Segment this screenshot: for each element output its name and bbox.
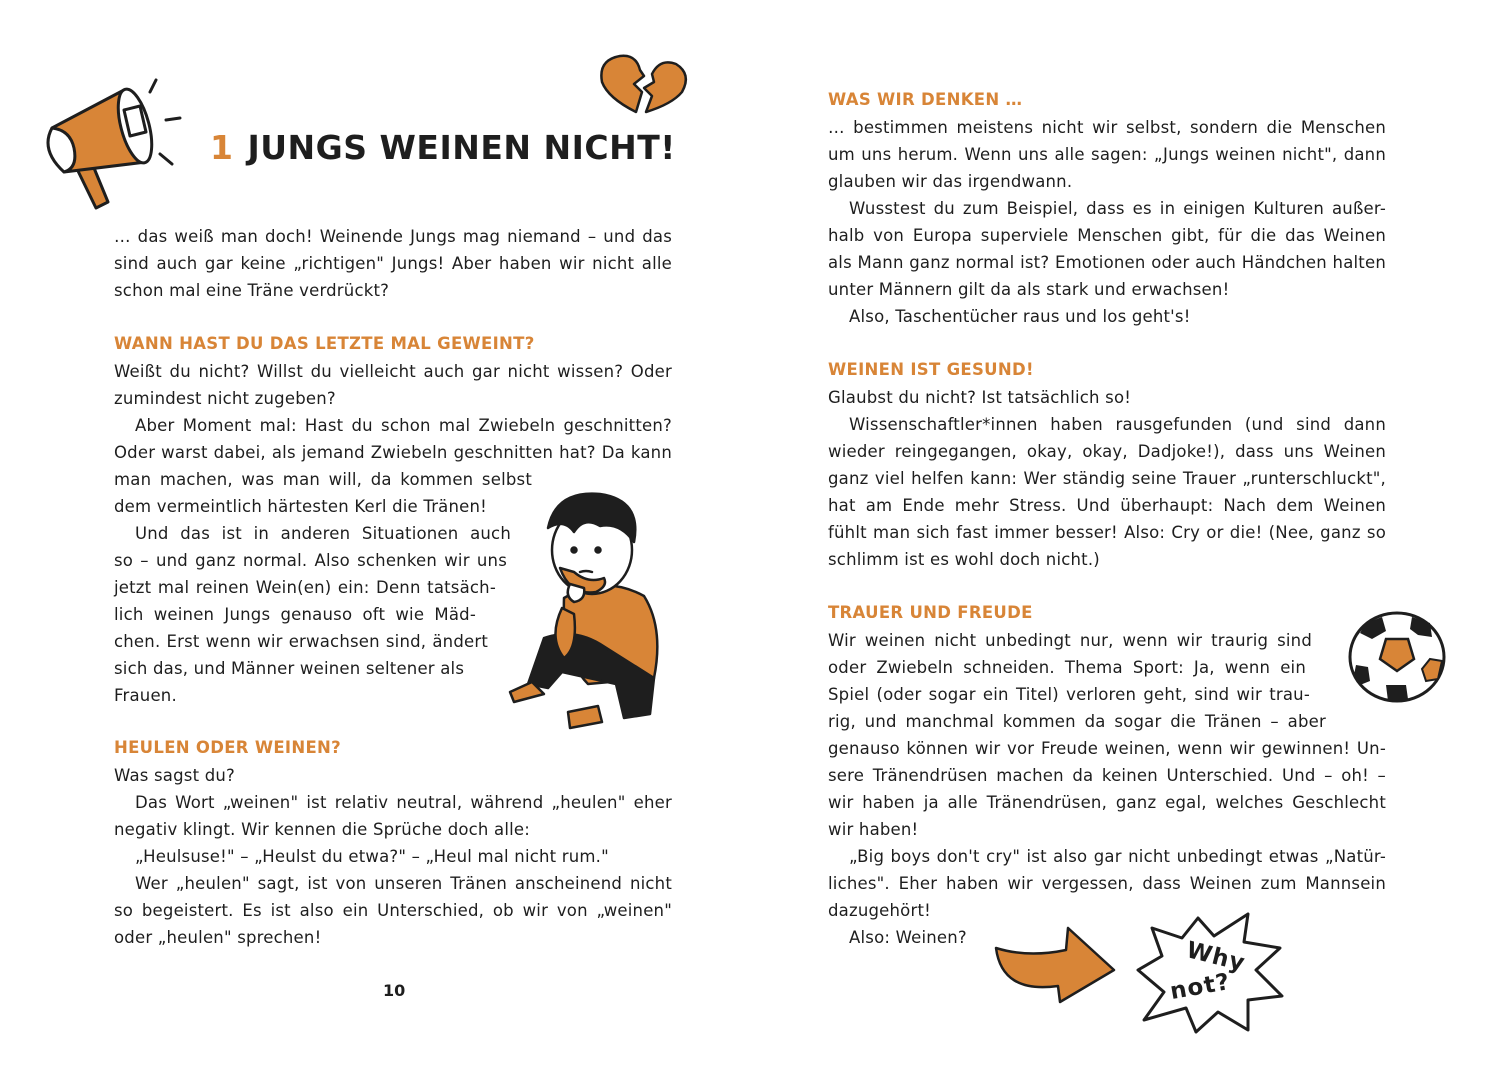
body-line: … bestimmen meistens nicht wir selbst, sondern die Menschen <box>828 118 1386 137</box>
arrow-right-icon <box>992 924 1120 1006</box>
broken-heart-icon <box>594 52 694 114</box>
intro-line: schon mal eine Träne verdrückt? <box>114 281 390 300</box>
body-line: Wusstest du zum Beispiel, dass es in einigen Kulturen außer- <box>849 199 1386 218</box>
body-line: oder Zwiebeln schneiden. Thema Sport: Ja, wenn ein <box>828 658 1306 677</box>
body-line: negativ klingt. Wir kennen die Sprüche doch alle: <box>114 820 531 839</box>
why-not-label-line1: Why <box>1183 937 1249 977</box>
body-line: Wer „heulen" sagt, ist von unseren Tränen anscheinend nicht <box>135 874 672 893</box>
chapter-number: 1 <box>210 128 234 167</box>
body-line: unter Männern gilt da als stark und erwachsen! <box>828 280 1230 299</box>
body-line: Spiel (oder sogar ein Titel) verloren geht, sind wir trau- <box>828 685 1310 704</box>
body-line: genauso können wir vor Freude weinen, wenn wir gewinnen! Un- <box>828 739 1386 758</box>
intro-line: … das weiß man doch! Weinende Jungs mag niemand – und das <box>114 227 672 246</box>
body-line: dem vermeintlich härtesten Kerl die Tränen! <box>114 497 487 516</box>
body-line: wieder reingegangen, okay, okay, Dadjoke!), dass uns Weinen <box>828 442 1386 461</box>
body-line: oder „heulen" sprechen! <box>114 928 322 947</box>
body-line: Wissenschaftler*innen haben rausgefunden (und sind dann <box>849 415 1386 434</box>
intro-line: sind auch gar keine „richtigen" Jungs! Aber haben wir nicht alle <box>114 254 672 273</box>
body-line: Also, Taschentücher raus und los geht's! <box>849 307 1191 326</box>
body-line: chen. Erst wenn wir erwachsen sind, ändert <box>114 632 488 651</box>
body-line: sich das, und Männer weinen seltener als <box>114 659 465 678</box>
body-line: jetzt mal reinen Wein(en) ein: Denn tatsäch- <box>114 578 496 597</box>
section-heading: WEINEN IST GESUND! <box>828 360 1034 379</box>
body-line: rig, und manchmal kommen da sogar die Tränen – aber <box>828 712 1326 731</box>
body-line: Das Wort „weinen" ist relativ neutral, während „heulen" eher <box>135 793 672 812</box>
body-line: „Big boys don't cry" ist also gar nicht unbedingt etwas „Natür- <box>849 847 1386 866</box>
body-line: Also: Weinen? <box>849 928 967 947</box>
body-line: Aber Moment mal: Hast du schon mal Zwiebeln geschnitten? <box>135 416 672 435</box>
body-line: schlimm ist es wohl doch nicht.) <box>828 550 1100 569</box>
body-line: Weißt du nicht? Willst du vielleicht auch gar nicht wissen? Oder <box>114 362 672 381</box>
page-number: 10 <box>383 981 406 1000</box>
body-line: Und das ist in anderen Situationen auch <box>135 524 511 543</box>
body-line: hat am Ende mehr Stress. Und überhaupt: Nach dem Weinen <box>828 496 1386 515</box>
body-line: wir haben ja alle Tränendrüsen, ganz egal, welches Geschlecht <box>828 793 1386 812</box>
body-line: man machen, was man will, da kommen selbst <box>114 470 532 489</box>
body-line: fühlt man sich fast immer besser! Also: Cry or die! (Nee, ganz so <box>828 523 1386 542</box>
chapter-title-text: JUNGS WEINEN NICHT! <box>247 128 676 167</box>
body-line: glauben wir das irgendwann. <box>828 172 1073 191</box>
body-line: Oder warst dabei, als jemand Zwiebeln geschnitten hat? Da kann <box>114 443 672 462</box>
body-line: Wir weinen nicht unbedingt nur, wenn wir traurig sind <box>828 631 1312 650</box>
body-line: Glaubst du nicht? Ist tatsächlich so! <box>828 388 1132 407</box>
body-line: Frauen. <box>114 686 177 705</box>
body-line: halb von Europa superviele Menschen gibt, für die das Weinen <box>828 226 1386 245</box>
body-line: dazugehört! <box>828 901 931 920</box>
body-line: zumindest nicht zugeben? <box>114 389 336 408</box>
body-line: Was sagst du? <box>114 766 235 785</box>
body-line: als Mann ganz normal ist? Emotionen oder auch Händchen halten <box>828 253 1386 272</box>
chapter-title <box>210 128 676 167</box>
body-line: „Heulsuse!" – „Heulst du etwa?" – „Heul mal nicht rum." <box>135 847 609 866</box>
section-heading: WANN HAST DU DAS LETZTE MAL GEWEINT? <box>114 334 535 353</box>
body-line: so begeistert. Es ist also ein Unterschied, ob wir von „weinen" <box>114 901 672 920</box>
body-line: ganz viel helfen kann: Wer ständig seine Trauer „runterschluckt", <box>828 469 1386 488</box>
megaphone-icon <box>38 76 188 216</box>
section-heading: WAS WIR DENKEN … <box>828 90 1023 109</box>
body-line: wir haben! <box>828 820 919 839</box>
section-heading: TRAUER UND FREUDE <box>828 603 1033 622</box>
body-line: so – und ganz normal. Also schenken wir uns <box>114 551 507 570</box>
body-line: lich weinen Jungs genauso oft wie Mäd- <box>114 605 476 624</box>
football-icon <box>1346 609 1448 705</box>
body-line: liches". Eher haben wir vergessen, dass Weinen zum Mannsein <box>828 874 1386 893</box>
body-line: sere Tränendrüsen machen da keinen Unterschied. Und – oh! – <box>828 766 1386 785</box>
body-line: um uns herum. Wenn uns alle sagen: „Jungs weinen nicht", dann <box>828 145 1386 164</box>
why-not-label-line2: not? <box>1168 968 1233 1006</box>
section-heading: HEULEN ODER WEINEN? <box>114 738 342 757</box>
sitting-boy-illustration <box>504 488 666 738</box>
